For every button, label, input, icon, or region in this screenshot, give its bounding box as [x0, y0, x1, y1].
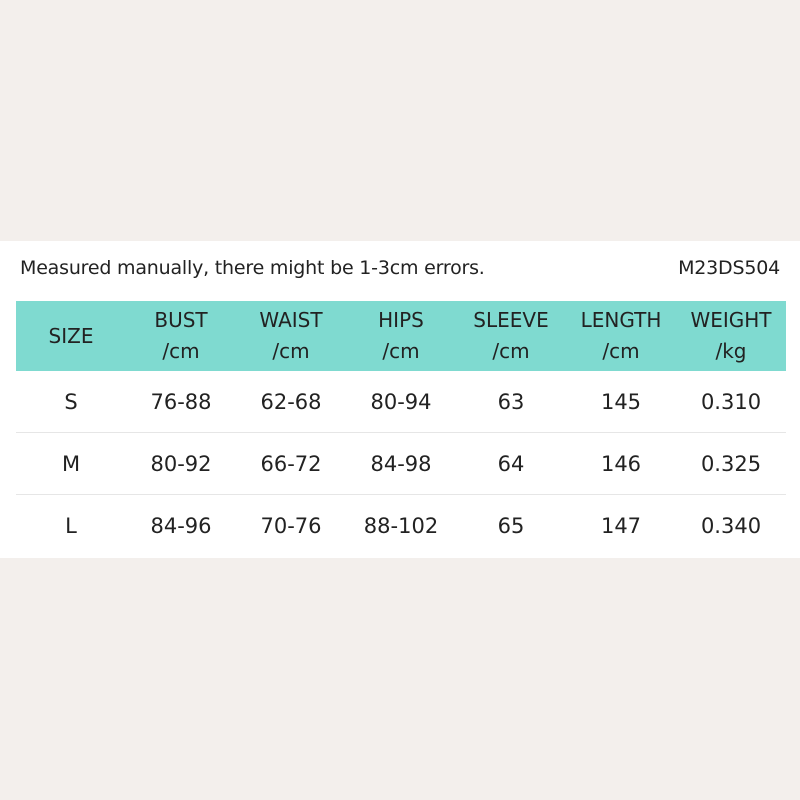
note-row — [0, 241, 800, 301]
column-header-name: HIPS — [378, 308, 424, 332]
length-cell: 147 — [600, 513, 642, 538]
bust-cell: 76-88 — [126, 371, 236, 433]
bust-cell: 80-92 — [126, 433, 236, 495]
column-header-sleeve — [456, 301, 566, 371]
measurement-note: Measured manually, there might be 1-3cm errors. — [20, 257, 485, 279]
column-header-name: SLEEVE — [473, 308, 549, 332]
length-cell: 145 — [566, 371, 676, 433]
column-header-hips — [346, 301, 456, 371]
column-header-name: LENGTH — [580, 308, 662, 332]
size-cell: L — [65, 513, 77, 538]
hips-cell: 80-94 — [346, 371, 456, 433]
table-row — [16, 371, 786, 433]
column-header-unit: /cm — [602, 339, 640, 363]
waist-cell: 66-72 — [236, 433, 346, 495]
bust-cell: 84-96 — [150, 513, 212, 538]
size-chart-card — [0, 241, 800, 558]
column-header-waist — [236, 301, 346, 371]
waist-cell: 62-68 — [236, 371, 346, 433]
hips-cell: 88-102 — [363, 513, 439, 538]
product-code: M23DS504 — [678, 257, 780, 279]
weight-cell: 0.310 — [676, 371, 786, 433]
table-row — [16, 433, 786, 495]
column-header-size — [16, 301, 126, 371]
sleeve-cell: 64 — [456, 433, 566, 495]
column-header-name: SIZE — [48, 323, 94, 348]
column-header-unit: /kg — [715, 339, 747, 363]
sleeve-cell: 63 — [456, 371, 566, 433]
column-header-name: WEIGHT — [690, 308, 772, 332]
column-header-unit: /cm — [382, 339, 420, 363]
column-header-name: WAIST — [259, 308, 323, 332]
column-header-unit: /cm — [492, 339, 530, 363]
column-header-name: BUST — [154, 308, 208, 332]
column-header-bust — [126, 301, 236, 371]
table-header-row — [16, 301, 786, 371]
hips-cell: 84-98 — [346, 433, 456, 495]
weight-cell: 0.340 — [700, 513, 762, 538]
length-cell: 146 — [566, 433, 676, 495]
size-cell: M — [16, 433, 126, 495]
column-header-unit: /cm — [162, 339, 200, 363]
column-header-length — [566, 301, 676, 371]
table-row — [16, 495, 786, 557]
weight-cell: 0.325 — [676, 433, 786, 495]
size-table — [16, 301, 786, 556]
column-header-weight — [676, 301, 786, 371]
column-header-unit: /cm — [272, 339, 310, 363]
waist-cell: 70-76 — [260, 513, 322, 538]
sleeve-cell: 65 — [497, 513, 525, 538]
size-cell: S — [16, 371, 126, 433]
